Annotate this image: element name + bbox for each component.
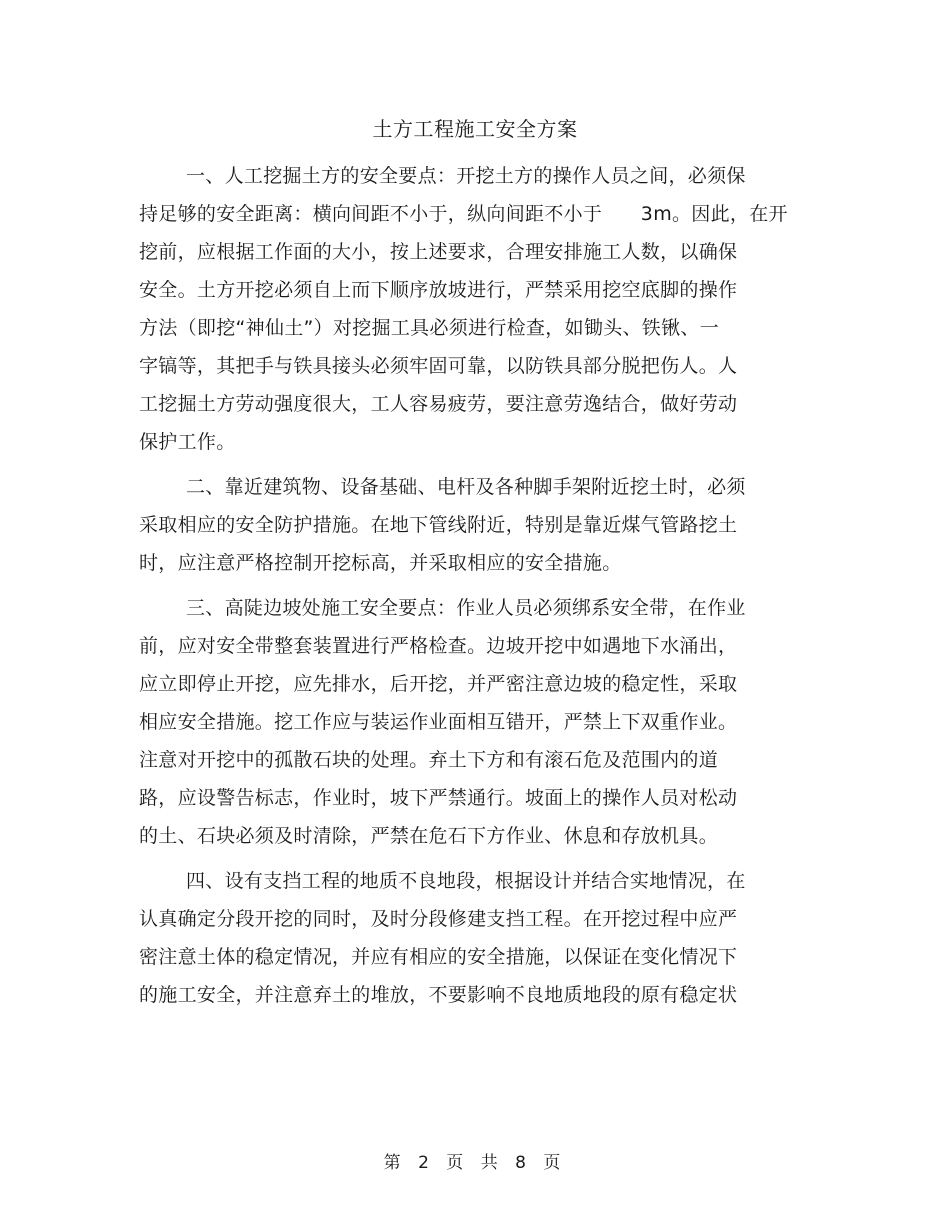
text-line: 前，应对安全带整套装置进行严格检查。边坡开挖中如遇地下水涌出， [139,635,738,657]
paragraph-gap [139,461,829,468]
paragraph-gap [139,582,829,589]
text-line: 采取相应的安全防护措施。在地下管线附近，特别是靠近煤气管路挖土 [139,514,738,536]
text-line: 方法（即挖“神仙土”）对挖掘工具必须进行检查，如锄头、铁锹、一 [139,317,719,339]
text-line: 密注意土体的稳定情况，并应有相应的安全措施，以保证在变化情况下 [139,946,738,968]
document-title: 土方工程施工安全方案 [372,117,578,141]
text-line: 二、靠近建筑物、设备基础、电杆及各种脚手架附近挖土时，必须 [186,476,746,498]
text-line: 的土、石块必须及时清除，严禁在危石下方作业、休息和存放机具。 [139,825,719,847]
text-line: 挖前，应根据工作面的大小，按上述要求，合理安排施工人数，以确保 [139,241,738,263]
document-body [139,157,829,1014]
paragraph-2 [139,468,829,582]
text-line: 路，应设警告标志，作业时，坡下严禁通行。坡面上的操作人员对松动 [139,787,738,809]
text-line: 的施工安全，并注意弃土的堆放，不要影响不良地质地段的原有稳定状 [139,984,738,1006]
paragraph-gap [139,855,829,862]
text-line: 字镐等，其把手与铁具接头必须牢固可靠，以防铁具部分脱把伤人。人 [139,355,738,377]
text-line: 一、人工挖掘土方的安全要点：开挖土方的操作人员之间，必须保 [186,165,746,187]
text-line: 工挖掘土方劳动强度很大，工人容易疲劳，要注意劳逸结合，做好劳动 [139,393,738,415]
text-line: 四、设有支挡工程的地质不良地段，根据设计并结合实地情况，在 [186,870,746,892]
text-line: 认真确定分段开挖的同时，及时分段修建支挡工程。在开挖过程中应严 [139,908,738,930]
text-line: 持足够的安全距离：横向间距不小于，纵向间距不小于 3m。因此，在开 [139,203,788,225]
page-number-footer: 第 2 页 共 8 页 [383,1153,567,1173]
text-line: 注意对开挖中的孤散石块的处理。弃土下方和有滚石危及范围内的道 [139,749,719,771]
text-line: 安全。土方开挖必须自上而下顺序放坡进行，严禁采用挖空底脚的操作 [139,279,738,301]
text-line: 三、高陡边坡处施工安全要点：作业人员必须绑系安全带，在作业 [186,597,746,619]
paragraph-3 [139,589,829,855]
text-line: 应立即停止开挖，应先排水，后开挖，并严密注意边坡的稳定性，采取 [139,673,738,695]
paragraph-1 [139,157,829,461]
text-line: 时，应注意严格控制开挖标高，并采取相应的安全措施。 [139,552,622,574]
paragraph-4 [139,862,829,1014]
text-line: 保护工作。 [139,431,236,453]
text-line: 相应安全措施。挖工作应与装运作业面相互错开，严禁上下双重作业。 [139,711,738,733]
